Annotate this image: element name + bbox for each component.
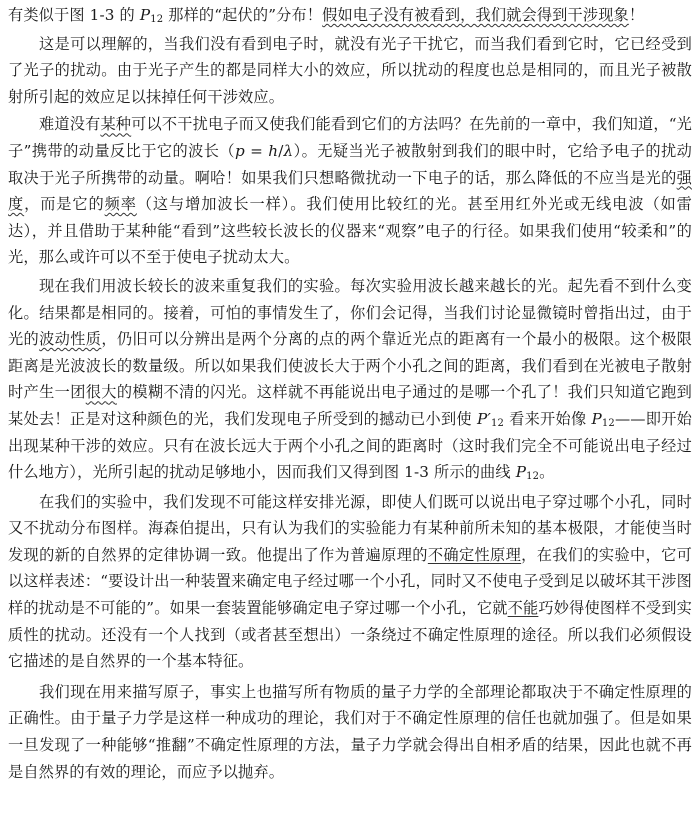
math-symbol: λ — [283, 141, 294, 160]
math-symbol: p — [234, 141, 245, 160]
paragraph — [8, 31, 692, 111]
text-run: ——即开始出现某种干涉的效应。只有在波长远大于两个小孔之间的距离时（这时我们完全不可能说出电子经过什么地方），光所引起的扰动足够地小，因而我们又得到图 1-3 所示的曲线 — [8, 409, 692, 482]
underlined-text: 不能 — [507, 599, 539, 618]
subscript: 12 — [526, 471, 540, 483]
subscript: 12 — [490, 417, 504, 429]
paragraph — [8, 489, 692, 675]
paragraph — [8, 679, 692, 785]
paragraph — [8, 2, 692, 29]
text-run: 这是可以理解的，当我们没有看到电子时，就没有光子干扰它，而当我们看到它时，它已经受到了光子的扰动。由于光子产生的都是同样大小的效应，所以扰动的程度也总是相同的，而且光子被散射所引起的效应足以抹掉任何干涉效应。 — [8, 34, 692, 106]
wavy-underlined-text: 很大 — [85, 383, 117, 402]
text-run: 我们现在用来描写原子，事实上也描写所有物质的量子力学的全部理论都取决于不确定性原理的正确性。由于量子力学是这样一种成功的理论，我们对于不确定性原理的信任也就加强了。但是如果一旦发现了一种能够“推翻”不确定性原理的方法，量子力学就会得出自相矛盾的结果，因此也就不再是自然界的有效的理论，而应予以抛弃。 — [8, 682, 692, 781]
text-run: ）。无疑当光子被散射到我们的眼中时，它给予电子的扰动取决于光子所携带的动量。啊哈！如果我们只想略微扰动一下电子的话，那么降低的不应当是光的 — [8, 141, 692, 187]
text-run: 那样的“起伏的”分布！ — [163, 6, 323, 24]
text-run: ！ — [628, 6, 645, 24]
math-symbol: P — [139, 6, 151, 24]
underlined-text: 不确定性原理 — [427, 545, 522, 564]
text-run: ，在我们的实验中，它可以这样表述：“要设计出一种装置来确定电子经过哪一个小孔，同时又不使电子受到足以破坏其干涉图样的扰动是不可能的”。如果一套装置能够确定电子穿过哪一个小孔，它就 — [8, 545, 692, 618]
text-run: （这与增加波长一样）。我们使用比较红的光。甚至用红外光或无线电波（如雷达），并且借助于某种能“看到”这些较长波长的仪器来“观察”电子的行径。如果我们使用“较柔和”的光，那么或许可以不至于使电子扰动太大。 — [8, 195, 692, 267]
subscript: 12 — [601, 417, 615, 429]
paragraph — [8, 273, 692, 486]
math-symbol: h — [268, 141, 279, 160]
text-run: 的模糊不清的闪光。这样就不再能说出电子通过的是哪一个孔了！我们只知道它跑到某处去！正是对这种颜色的光，我们发现电子所受到的撼动已小到使 — [8, 383, 692, 428]
text-run: 在我们的实验中，我们发现不可能这样安排光源，即使人们既可以说出电子穿过哪个小孔，同时又不扰动分布图样。海森伯提出，只有认为我们的实验能力有某种前所未知的基本极限，才能使当时发现的新的自然界的定律协调一致。他提出了作为普遍原理的 — [8, 492, 692, 564]
text-run: 巧妙得使图样不受到实质性的扰动。还没有一个人找到（或者甚至想出）一条绕过不确定性原理的途径。所以我们必须假设它描述的是自然界的一个基本特征。 — [8, 599, 692, 671]
subscript: 12 — [150, 14, 164, 25]
wavy-underlined-text: 波动性质 — [39, 330, 102, 349]
text-run: 看来开始像 — [504, 409, 592, 428]
text-run: 有类似于图 1-3 的 — [8, 6, 140, 24]
wavy-underlined-text: 频率 — [104, 195, 137, 214]
text-run: 。 — [539, 463, 555, 482]
wavy-underlined-text: 某种 — [100, 115, 132, 134]
math-symbol: P — [515, 463, 527, 482]
math-symbol: ′ — [487, 409, 491, 428]
math-symbol: P — [476, 409, 488, 428]
math-symbol: P — [591, 409, 602, 428]
text-run: 现在我们用波长较长的波来重复我们的实验。每次实验用波长越来越长的光。起先看不到什么变化。结果都是相同的。接着，可怕的事情发生了，你们会记得，当我们讨论显微镜时曾指出过，由于光的 — [8, 276, 692, 349]
wavy-underlined-text: 强度 — [8, 168, 692, 214]
text-run: = — [244, 141, 269, 160]
paragraph — [8, 111, 692, 271]
wavy-underlined-text: 假如电子没有被看到，我们就会得到干涉现象 — [322, 6, 629, 24]
text-run: ，仍旧可以分辨出是两个分离的点的两个靠近光点的距离有一个最小的极限。这个极限距离是光波波长的数量级。所以如果我们使波长大于两个小孔之间的距离，我们看到在光被电子散射时产生一团 — [8, 330, 692, 402]
text-run: 可以不干扰电子而又使我们能看到它们的方法吗？在先前的一章中，我们知道，“光子”携带的动量反比于它的波长（ — [8, 115, 692, 160]
text-run: / — [278, 141, 284, 160]
text-run: ，而是它的 — [24, 195, 105, 214]
text-run: 难道没有 — [39, 115, 101, 134]
